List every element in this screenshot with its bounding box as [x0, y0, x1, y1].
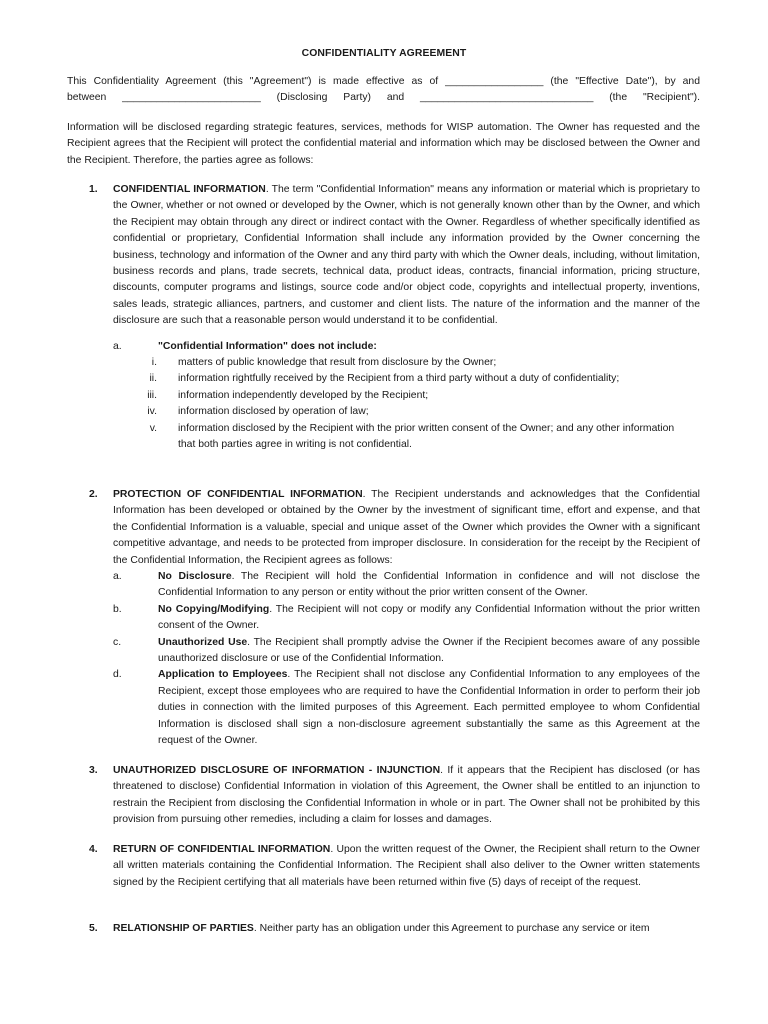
list-item [113, 602, 700, 635]
section-heading: RETURN OF CONFIDENTIAL INFORMATION [113, 844, 331, 855]
protection-items [89, 569, 700, 749]
item-label: a. [113, 571, 122, 583]
section-number: 1. [89, 184, 98, 195]
item-label: iv. [147, 406, 157, 418]
item-heading: No Disclosure [158, 571, 232, 583]
info-paragraph: Information will be disclosed regarding strategic features, services, methods for WISP automation. The Owner has requested and the Recipient agrees that the Recipient will protect the confidential material and information which may be disclosed between the Owner and the Recipient. Therefore, the parties agree as follows: [67, 122, 700, 166]
list-item [113, 667, 700, 749]
item-text: information disclosed by the Recipient with the prior written consent of the Owner; and any other information that both parties agree in writing is not confidential. [178, 422, 675, 451]
item-label: b. [113, 603, 122, 615]
item-text: information rightfully received by the Recipient from a third party without a duty of confidentiality; [178, 373, 620, 385]
list-item [89, 371, 700, 387]
section-body [113, 182, 700, 330]
section-body [113, 763, 700, 829]
section-text: . Upon the written request of the Owner, the Recipient shall return to the Owner all written materials containing the Confidential Information. The Recipient shall also deliver to the Owner written statements signed by the Recipient certifying that all materials have been returned within five (5) days of receipt of the request. [113, 844, 700, 888]
section-body [113, 921, 700, 937]
section-1 [89, 182, 700, 454]
intro-line-2: between ________________________ (Disclosing Party) and ______________________________ (the "Recipient"). [67, 92, 700, 104]
section-2 [89, 487, 700, 750]
exclusions-list [89, 355, 700, 453]
item-body: . The Recipient will hold the Confidential Information in confidence and will not disclose the Confidential Information to any person or entity without the prior written consent of the Owner. [158, 571, 700, 599]
section-heading: PROTECTION OF CONFIDENTIAL INFORMATION [113, 489, 363, 500]
section-3 [89, 763, 700, 829]
item-body: . The Recipient will not copy or modify any Confidential Information without the prior written consent of the Owner. [158, 603, 700, 632]
list-item [89, 404, 700, 420]
item-label: iii. [147, 389, 157, 401]
sub-label: a. [113, 340, 122, 352]
item-label: ii. [149, 373, 157, 385]
item-heading: Application to Employees [158, 669, 288, 681]
exclusions-heading [113, 339, 700, 355]
item-text [158, 602, 700, 635]
item-label: v. [149, 422, 157, 434]
section-number: 2. [89, 489, 98, 500]
item-text: information disclosed by operation of law; [178, 406, 369, 418]
item-text [158, 667, 700, 749]
section-4 [89, 842, 700, 891]
list-item [89, 388, 700, 404]
section-text: . If it appears that the Recipient has disclosed (or has threatened to disclose) Confidential Information in violation of this Agreement, the Owner shall be entitled to an injunction to restrain the Recipient from disclosing the Confidential Information in whole or in part. The Owner shall not be prohibited by this provision from pursuing other remedies, including a claim for losses and damages. [113, 765, 700, 826]
intro-line-1: This Confidentiality Agreement (this "Agreement") is made effective as of _________________ (the "Effective Date"), by and [67, 76, 700, 87]
item-body: . The Recipient shall promptly advise the Owner if the Recipient becomes aware of any possible unauthorized disclosure or use of the Confidential Information. [158, 636, 700, 665]
item-label: d. [113, 669, 122, 681]
list-item [113, 635, 700, 668]
sub-heading: "Confidential Information" does not include: [158, 340, 377, 352]
section-body [113, 487, 700, 569]
intro-paragraph [67, 74, 700, 107]
item-body: . The Recipient shall not disclose any Confidential Information to any employees of the Recipient, except those employees who are required to have the Confidential Information in order to perform their job duties in connection with the limited purposes of this Agreement. Each permitted employee to whom Confidential Information is disclosed shall sign a non-disclosure agreement substantially the same as this Agreement at the request of the Owner. [158, 669, 700, 747]
section-heading: UNAUTHORIZED DISCLOSURE OF INFORMATION - INJUNCTION [113, 765, 441, 776]
item-text: matters of public knowledge that result from disclosure by the Owner; [178, 357, 497, 369]
section-heading: CONFIDENTIAL INFORMATION [113, 184, 266, 195]
list-item [89, 355, 700, 371]
section-number: 4. [89, 844, 98, 855]
list-item [113, 569, 700, 602]
section-text: . The Recipient understands and acknowledges that the Confidential Information has been developed or obtained by the Owner by the investment of significant time, effort and expense, and that the Confidential Information is a valuable, special and unique asset of the Owner which provides the Owner with a significant competitive advantage, and needs to be protected from improper disclosure. In consideration for the receipt by the Recipient of the Confidential Information, the Recipient agrees as follows: [113, 489, 700, 566]
item-text [158, 569, 700, 602]
section-heading: RELATIONSHIP OF PARTIES [113, 923, 254, 934]
section-number: 3. [89, 765, 98, 776]
item-text: information independently developed by the Recipient; [178, 389, 429, 401]
section-body [113, 842, 700, 891]
item-heading: No Copying/Modifying [158, 603, 270, 615]
list-item [89, 421, 700, 454]
item-label: i. [151, 357, 157, 369]
section-5 [89, 921, 700, 937]
section-number: 5. [89, 923, 98, 934]
section-text: . The term "Confidential Information" means any information or material which is proprietary to the Owner, whether or not owned or developed by the Owner, which is not generally known other than by the Owner, and which the Recipient may obtain through any direct or indirect contact with the Owner. Regardless of whether specifically identified as confidential or proprietary, Confidential Information shall include any information provided by the Owner concerning the business, technology and information of the Owner and any third party with which the Owner deals, including, without limitation, business records and plans, trade secrets, technical data, product ideas, contracts, financial information, pricing structure, discounts, computer programs and listings, source code and/or object code, copyrights and intellectual property, inventions, sales leads, strategic alliances, partners, and customer and client lists. The nature of the information and the manner of the disclosure are such that a reasonable person would understand it to be confidential. [113, 184, 700, 327]
item-label: c. [113, 636, 122, 648]
item-heading: Unauthorized Use [158, 636, 248, 648]
document-title: CONFIDENTIALITY AGREEMENT [301, 48, 467, 59]
section-text: . Neither party has an obligation under this Agreement to purchase any service or item [253, 923, 650, 934]
item-text [158, 635, 700, 668]
